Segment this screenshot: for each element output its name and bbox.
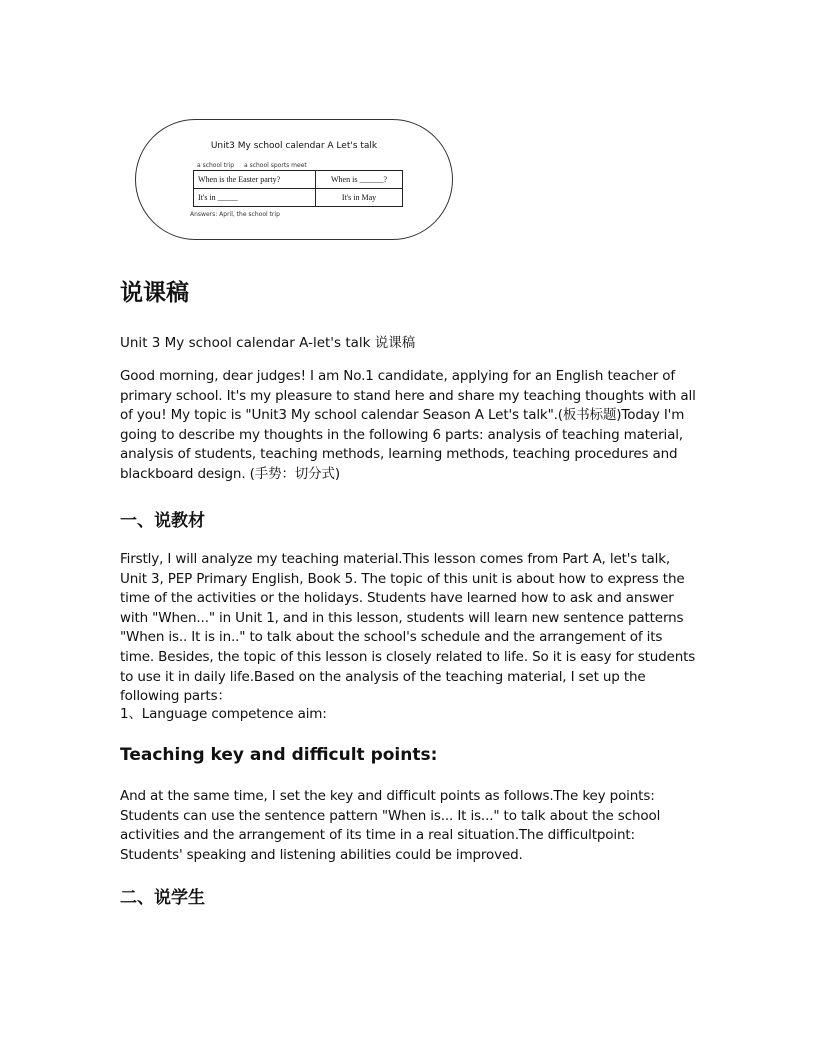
intro-paragraph: Good morning, dear judges! I am No.1 candidate, applying for an English teacher of primary school. It's my pleasure to stand here and share my teaching thoughts with all of you! My topic is "Unit3 My school calendar Season A Let's talk".(板书标题)Today I'm going to describe my thoughts in the following 6 parts: analysis of teaching material, analysis of students, teaching methods, learning methods, teaching procedures and blackboard design. (手势：切分式) — [120, 368, 696, 482]
section-heading-key-points: Teaching key and difficult points: — [120, 745, 438, 765]
table-cell: When is the Easter party? — [194, 171, 316, 189]
table-row — [194, 171, 403, 189]
table-cell: It's in May — [316, 189, 403, 207]
page-title: 说课稿 — [120, 280, 189, 306]
section-heading-students: 二、说学生 — [120, 888, 205, 908]
board-note-school-trip: a school trip — [197, 162, 235, 169]
board-title: Unit3 My school calendar A Let's talk — [210, 141, 378, 151]
table-row — [194, 189, 403, 207]
teaching-material-paragraph: Firstly, I will analyze my teaching material.This lesson comes from Part A, let's talk, Unit 3, PEP Primary English, Book 5. The topic of this unit is about how to express the time of the activities or the holidays. Students have learned how to ask and answer with "When..." in Unit 1, and in this lesson, students will learn new sentence patterns "When is.. It is in.." to talk about the school's schedule and the arrangement of its time. Besides, the topic of this lesson is closely related to life. So it is easy for students to use it in daily life.Based on the analysis of the teaching material, I set up the following parts： — [120, 551, 696, 705]
language-aim-item: 1、Language competence aim: — [120, 706, 327, 722]
table-cell: When is ______? — [316, 171, 403, 189]
board-table — [193, 170, 403, 207]
section-heading-teaching-material: 一、说教材 — [120, 511, 205, 531]
document-subtitle: Unit 3 My school calendar A-let's talk 说课稿 — [120, 335, 416, 351]
board-note-sports-meet: a school sports meet — [244, 162, 307, 169]
board-answers: Answers: April, the school trip — [190, 211, 280, 218]
key-points-paragraph: And at the same time, I set the key and difficult points as follows.The key points: Students can use the sentence pattern "When is... It is..." to talk about the school activities and the arrangement of its time in a real situation.The difficultpoint: Students' speaking and listening abilities could be improved. — [120, 788, 661, 863]
blackboard-design-image — [135, 119, 453, 240]
table-cell: It's in _____ — [194, 189, 316, 207]
